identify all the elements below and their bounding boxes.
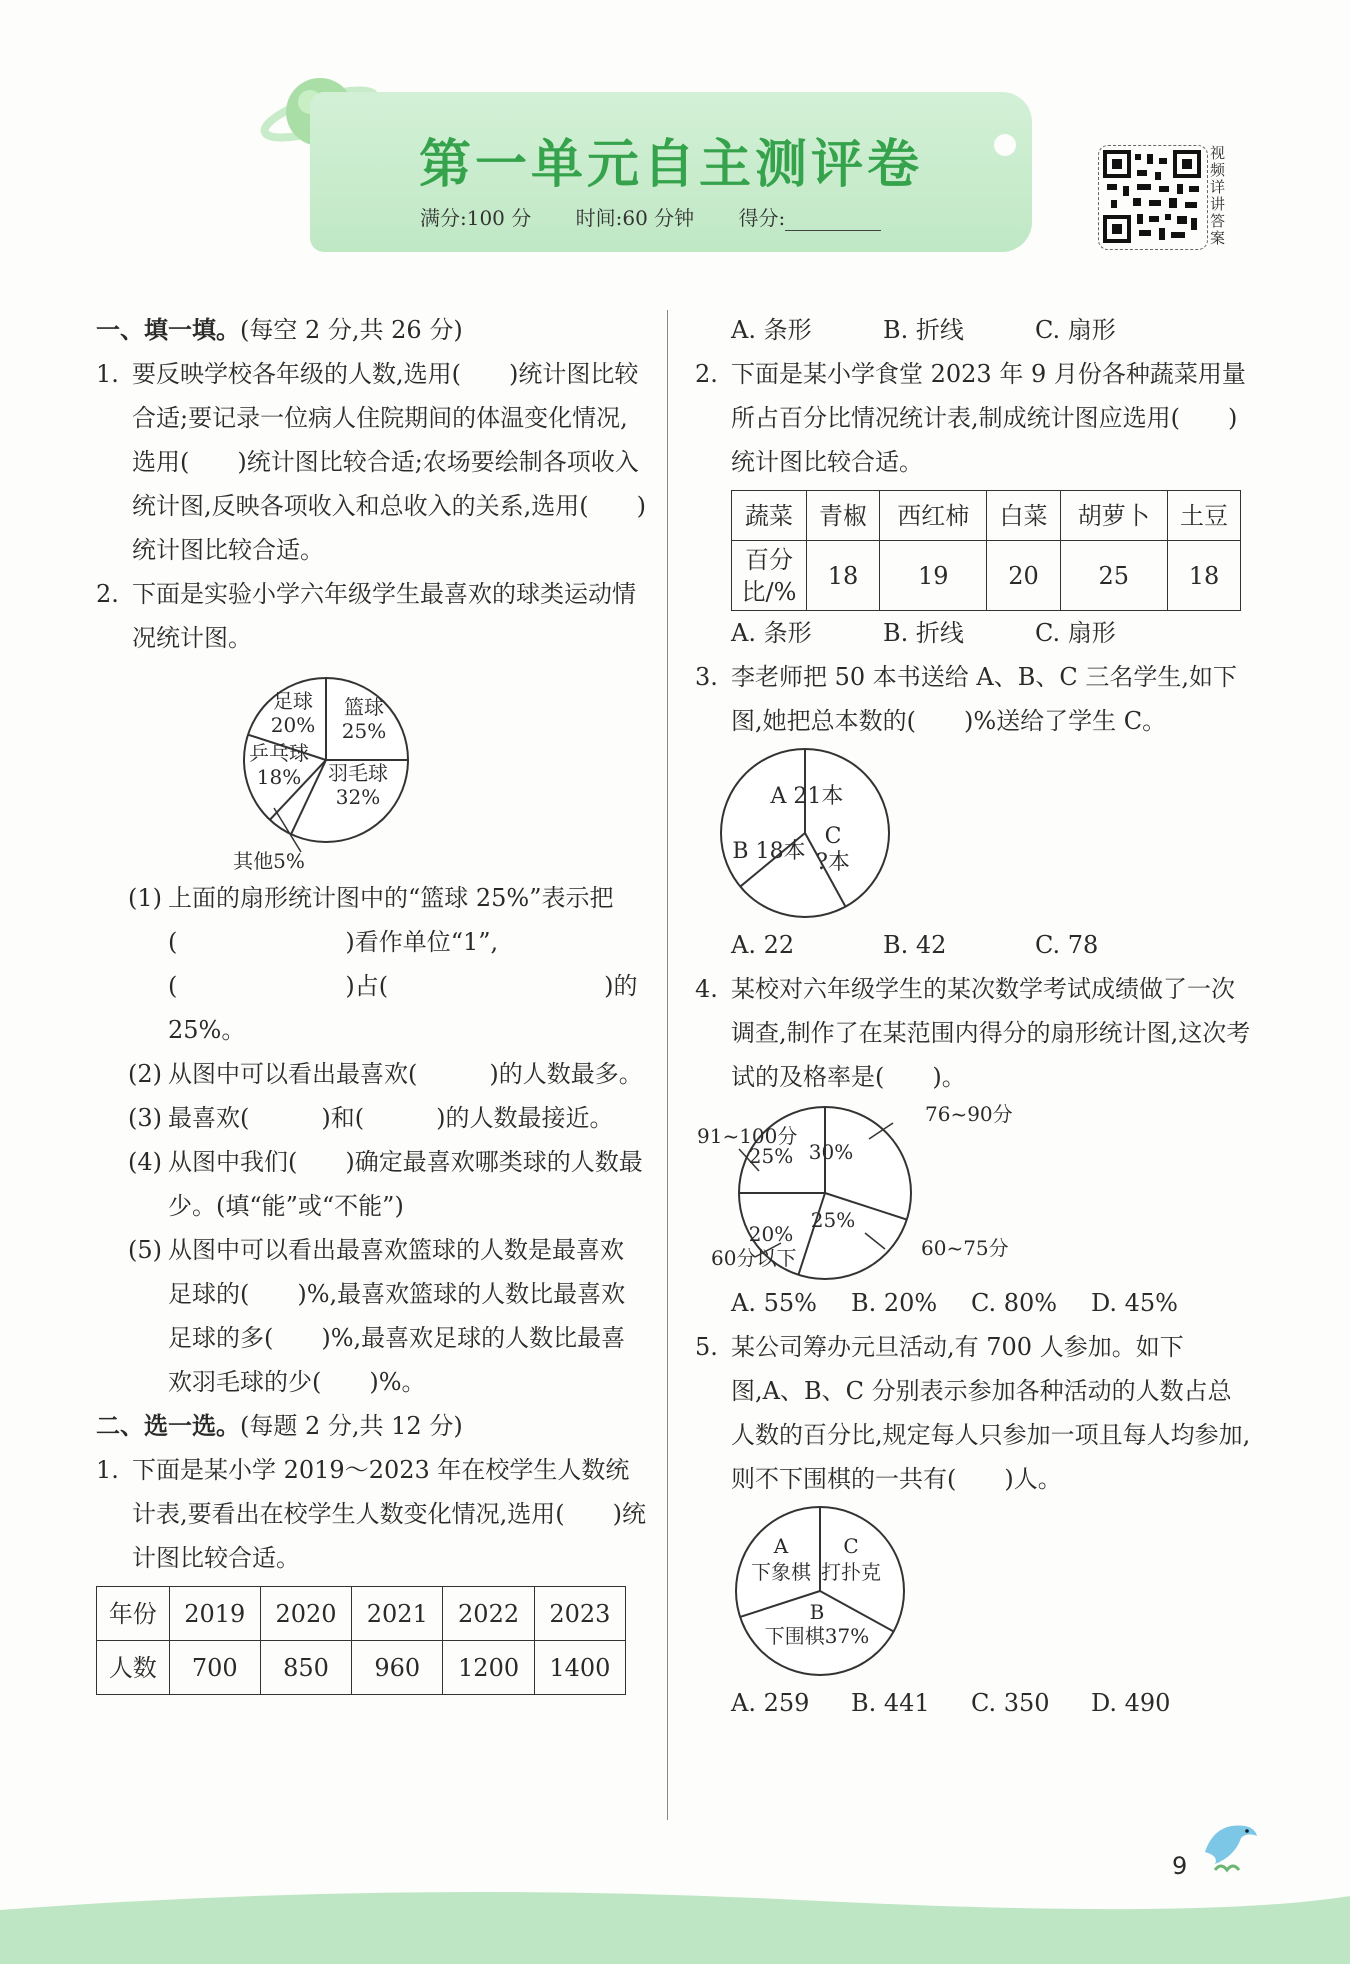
table-cell: 1200 <box>443 1641 534 1695</box>
pie-label: 76~90分 <box>925 1102 1013 1126</box>
sub-number: (5) <box>128 1236 162 1264</box>
section-2-title: 二、选一选。 <box>96 1411 240 1440</box>
pie-label: 60~75分 <box>921 1236 1009 1260</box>
question-number: 3. <box>695 663 718 691</box>
sub-text: 从图中可以看出最喜欢篮球的人数是最喜欢足球的( )%,最喜欢篮球的人数比最喜欢足球的多( )%,最喜欢足球的人数比最喜欢羽毛球的少( )%。 <box>168 1236 626 1396</box>
table-cell: 850 <box>260 1641 351 1695</box>
question-text: 下面是某小学 2019～2023 年在校学生人数统计表,要看出在校学生人数变化情况,选用( )统计图比较合适。 <box>132 1456 646 1572</box>
section-1-heading <box>96 308 646 352</box>
question-text: 某公司筹办元旦活动,有 700 人参加。如下图,A、B、C 分别表示参加各种活动的人数占总人数的百分比,规定每人只参加一项且每人均参加,则不下围棋的一共有( )人。 <box>731 1333 1251 1493</box>
option-b[interactable]: B. 441 <box>851 1689 930 1717</box>
s2-q4-options <box>695 1281 1255 1325</box>
option-b[interactable]: B. 20% <box>851 1289 938 1317</box>
s2-question-1 <box>96 1448 646 1580</box>
pie-label: 20% <box>748 1222 794 1246</box>
table-header-cell: 2019 <box>169 1587 260 1641</box>
pie-label: 乒乓球 <box>249 741 309 765</box>
pie-label: 25% <box>810 1208 856 1232</box>
question-number: 1. <box>96 1456 119 1484</box>
table-header-cell: 蔬菜 <box>732 491 807 541</box>
pie-label: A 21本 <box>770 784 844 809</box>
pie-label: 下围棋37% <box>764 1624 870 1648</box>
question-number: 2. <box>96 580 119 608</box>
s1-sub-5 <box>96 1228 646 1404</box>
table-header-cell: 白菜 <box>987 491 1060 541</box>
s1-sub-3 <box>96 1096 646 1140</box>
sub-number: (1) <box>128 884 162 912</box>
pie-label: A <box>773 1534 789 1558</box>
question-text: 要反映学校各年级的人数,选用( )统计图比较合适;要记录一位病人住院期间的体温变化情况,选用( )统计图比较合适;农场要绘制各项收入统计图,反映各项收入和总收入的关系,选用( )统计图比较合适。 <box>132 360 646 564</box>
pie-label: 打扑克 <box>821 1560 881 1584</box>
table-cell: 25 <box>1060 541 1167 611</box>
table-cell: 19 <box>880 541 987 611</box>
qr-note: 视频详讲答案 <box>1210 144 1226 247</box>
pie-chart-activities <box>695 1501 1255 1681</box>
section-2-note: (每题 2 分,共 12 分) <box>240 1412 463 1440</box>
column-divider <box>667 310 668 1820</box>
s2-question-3 <box>695 655 1255 743</box>
option-c[interactable]: C. 350 <box>971 1689 1050 1717</box>
sub-text: 最喜欢( )和( )的人数最接近。 <box>168 1104 614 1132</box>
right-column <box>695 308 1255 1725</box>
students-table <box>96 1586 626 1695</box>
option-d[interactable]: D. 490 <box>1091 1689 1171 1717</box>
s2-q5-options <box>695 1681 1255 1725</box>
table-header-cell: 2020 <box>260 1587 351 1641</box>
sub-number: (2) <box>128 1060 162 1088</box>
s2-q1-options <box>695 308 1255 352</box>
question-text: 李老师把 50 本书送给 A、B、C 三名学生,如下图,她把总本数的( )%送给了学生 C。 <box>731 663 1238 735</box>
s1-question-2 <box>96 572 646 660</box>
s1-sub-4 <box>96 1140 646 1228</box>
scores-pie-chart <box>695 1099 1255 1281</box>
pie-chart-books <box>695 743 1255 923</box>
table-header-cell: 2021 <box>352 1587 443 1641</box>
option-a[interactable]: A. 22 <box>731 931 795 959</box>
pie-label: 32% <box>335 785 381 809</box>
pie-label: 91~100分 <box>697 1124 798 1148</box>
sub-text: 从图中可以看出最喜欢( )的人数最多。 <box>168 1060 643 1088</box>
pie-label: 篮球 <box>344 695 384 719</box>
s2-question-5 <box>695 1325 1255 1501</box>
score-label: 得分: <box>738 206 786 230</box>
question-text: 某校对六年级学生的某次数学考试成绩做了一次调查,制作了在某范围内得分的扇形统计图,这次考试的及格率是( )。 <box>731 975 1251 1091</box>
s1-question-1 <box>96 352 646 572</box>
pie-label: 下象棋 <box>751 1560 811 1584</box>
option-c[interactable]: C. 78 <box>1035 931 1099 959</box>
table-header-cell: 2022 <box>443 1587 534 1641</box>
question-text: 下面是实验小学六年级学生最喜欢的球类运动情况统计图。 <box>132 580 636 652</box>
table-header-cell: 土豆 <box>1167 491 1240 541</box>
option-c[interactable]: C. 扇形 <box>1035 316 1116 344</box>
page-title: 第一单元自主测评卷 <box>418 135 923 195</box>
pie-label: 25% <box>341 719 387 743</box>
section-1-title: 一、填一填。 <box>96 315 240 344</box>
pie-label: 20% <box>270 713 316 737</box>
ball-sports-pie-chart <box>96 660 646 876</box>
pie-label: C <box>824 824 842 849</box>
option-c[interactable]: C. 扇形 <box>1035 619 1116 647</box>
question-number: 5. <box>695 1333 718 1361</box>
s1-sub-2 <box>96 1052 646 1096</box>
option-a[interactable]: A. 55% <box>731 1289 817 1317</box>
sub-text: 从图中我们( )确定最喜欢哪类球的人数最少。(填“能”或“不能”) <box>168 1148 643 1220</box>
s2-q2-options <box>695 611 1255 655</box>
option-a[interactable]: A. 条形 <box>731 316 812 344</box>
pie-label: 25% <box>748 1144 794 1168</box>
table-header-cell: 青椒 <box>807 491 880 541</box>
qr-code-icon[interactable] <box>1098 145 1208 250</box>
table-header-cell: 年份 <box>97 1587 170 1641</box>
table-header-cell: 西红柿 <box>880 491 987 541</box>
time-limit: 时间:60 分钟 <box>575 206 695 230</box>
option-c[interactable]: C. 80% <box>971 1289 1058 1317</box>
question-text: 下面是某小学食堂 2023 年 9 月份各种蔬菜用量所占百分比情况统计表,制成统计图应选用( )统计图比较合适。 <box>731 360 1246 476</box>
sub-text: 上面的扇形统计图中的“篮球 25%”表示把( )看作单位“1”,( )占( )的 25%。 <box>168 884 638 1044</box>
table-header-cell: 2023 <box>534 1587 625 1641</box>
option-d[interactable]: D. 45% <box>1091 1289 1178 1317</box>
option-b[interactable]: B. 42 <box>883 931 947 959</box>
sub-number: (4) <box>128 1148 162 1176</box>
pie-chart-ball <box>96 660 646 876</box>
exam-meta <box>420 202 919 231</box>
section-2-heading <box>96 1404 646 1448</box>
table-cell: 18 <box>1167 541 1240 611</box>
pie-label: 羽毛球 <box>328 761 388 785</box>
header-card <box>310 92 1032 252</box>
sub-number: (3) <box>128 1104 162 1132</box>
table-cell: 人数 <box>97 1641 170 1695</box>
dolphin-icon <box>1195 1812 1265 1882</box>
question-number: 2. <box>695 360 718 388</box>
score-blank <box>785 210 881 231</box>
table-header-cell: 胡萝卜 <box>1060 491 1167 541</box>
books-pie-chart <box>695 743 1255 923</box>
s2-q3-options <box>695 923 1255 967</box>
table-cell: 18 <box>807 541 880 611</box>
pie-label: ?本 <box>816 850 850 875</box>
pie-label: C <box>843 1534 859 1558</box>
pie-label: B <box>809 1600 825 1624</box>
option-a[interactable]: A. 条形 <box>731 619 812 647</box>
activities-pie-chart <box>695 1501 1255 1681</box>
pie-chart-scores <box>695 1099 1255 1281</box>
pie-label: 其他5% <box>233 849 305 873</box>
vegetable-table <box>731 490 1241 611</box>
table-cell: 20 <box>987 541 1060 611</box>
question-number: 1. <box>96 360 119 388</box>
pie-label: 60分以下 <box>711 1246 797 1270</box>
option-b[interactable]: B. 折线 <box>883 316 964 344</box>
page-number: 9 <box>1172 1852 1188 1880</box>
footer-wave <box>0 1870 1350 1964</box>
table-cell: 960 <box>352 1641 443 1695</box>
question-number: 4. <box>695 975 718 1003</box>
table-cell: 1400 <box>534 1641 625 1695</box>
full-score: 满分:100 分 <box>420 206 532 230</box>
pie-label: 足球 <box>273 689 313 713</box>
s1-sub-1 <box>96 876 646 1052</box>
option-a[interactable]: A. 259 <box>731 1689 810 1717</box>
pie-label: 30% <box>808 1140 854 1164</box>
option-b[interactable]: B. 折线 <box>883 619 964 647</box>
left-column <box>96 308 646 1695</box>
table-cell: 700 <box>169 1641 260 1695</box>
pie-label: B 18本 <box>732 839 806 864</box>
section-1-note: (每空 2 分,共 26 分) <box>240 316 463 344</box>
pie-label: 18% <box>256 765 302 789</box>
table-row-label: 百分比/% <box>732 541 807 611</box>
s2-question-2 <box>695 352 1255 484</box>
s2-question-4 <box>695 967 1255 1099</box>
